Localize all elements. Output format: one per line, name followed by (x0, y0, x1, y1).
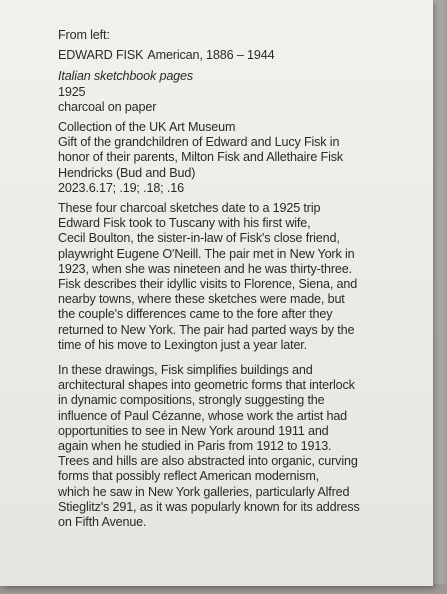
paragraph-line: nearby towns, where these sketches were made, but (58, 292, 345, 307)
paragraph-line: Edward Fisk took to Tuscany with his first wife, (58, 216, 311, 231)
paragraph-line: Stieglitz's 291, as it was popularly known for its address (58, 499, 360, 514)
paragraph-line: opportunities to see in New York around 1911 and (58, 423, 329, 438)
paragraph-line: which he saw in New York galleries, particularly Alfred (58, 484, 350, 499)
artwork-year: 1925 (58, 84, 86, 99)
gallery-wall (431, 0, 447, 594)
paragraph-line: in dynamic compositions, strongly suggesting the (58, 393, 325, 408)
description-paragraph-2 (58, 363, 408, 530)
artist-line (58, 48, 408, 63)
credit-line-text: Gift of the grandchildren of Edward and Lucy Fisk in (58, 135, 340, 150)
credit-line-text: honor of their parents, Milton Fisk and Allethaire Fisk (58, 150, 344, 165)
paragraph-line: 1923, when she was nineteen and he was thirty-three. (58, 261, 352, 276)
paragraph-line: the couple's differences came to the fore after they (58, 307, 333, 322)
label-text-block (58, 28, 408, 540)
artist-nationality-dates: American, 1886 – 1944 (147, 48, 275, 63)
description-paragraph-1 (58, 201, 408, 353)
paragraph-line: Cecil Boulton, the sister-in-law of Fisk's close friend, (58, 231, 340, 246)
paragraph-line: influence of Paul Cézanne, whose work the artist had (58, 408, 348, 423)
credit-line (58, 120, 408, 181)
paragraph-line: Fisk describes their idyllic visits to Florence, Siena, and (58, 277, 358, 292)
credit-line-text: Hendricks (Bud and Bud) (58, 165, 196, 180)
artwork-medium: charcoal on paper (58, 99, 157, 114)
paragraph-line: In these drawings, Fisk simplifies buildings and (58, 363, 313, 378)
artist-name: EDWARD FISK (58, 48, 144, 63)
paragraph-line: Trees and hills are also abstracted into organic, curving (58, 454, 358, 469)
accession-number: 2023.6.17; .19; .18; .16 (58, 180, 184, 195)
artwork-title: Italian sketchbook pages (58, 69, 194, 84)
credit-line-text: Collection of the UK Art Museum (58, 120, 236, 135)
paragraph-line: returned to New York. The pair had parted ways by the (58, 322, 355, 337)
paragraph-line: These four charcoal sketches date to a 1925 trip (58, 201, 321, 216)
paragraph-line: time of his move to Lexington just a year later. (58, 337, 308, 352)
paragraph-line: playwright Eugene O'Neill. The pair met in New York in (58, 246, 355, 261)
paragraph-line: architectural shapes into geometric forms that interlock (58, 378, 355, 393)
paragraph-line: again when he studied in Paris from 1912 to 1913. (58, 439, 332, 454)
paragraph-line: forms that possibly reflect American modernism, (58, 469, 320, 484)
paragraph-line: on Fifth Avenue. (58, 515, 147, 530)
from-left-caption: From left: (58, 28, 110, 42)
